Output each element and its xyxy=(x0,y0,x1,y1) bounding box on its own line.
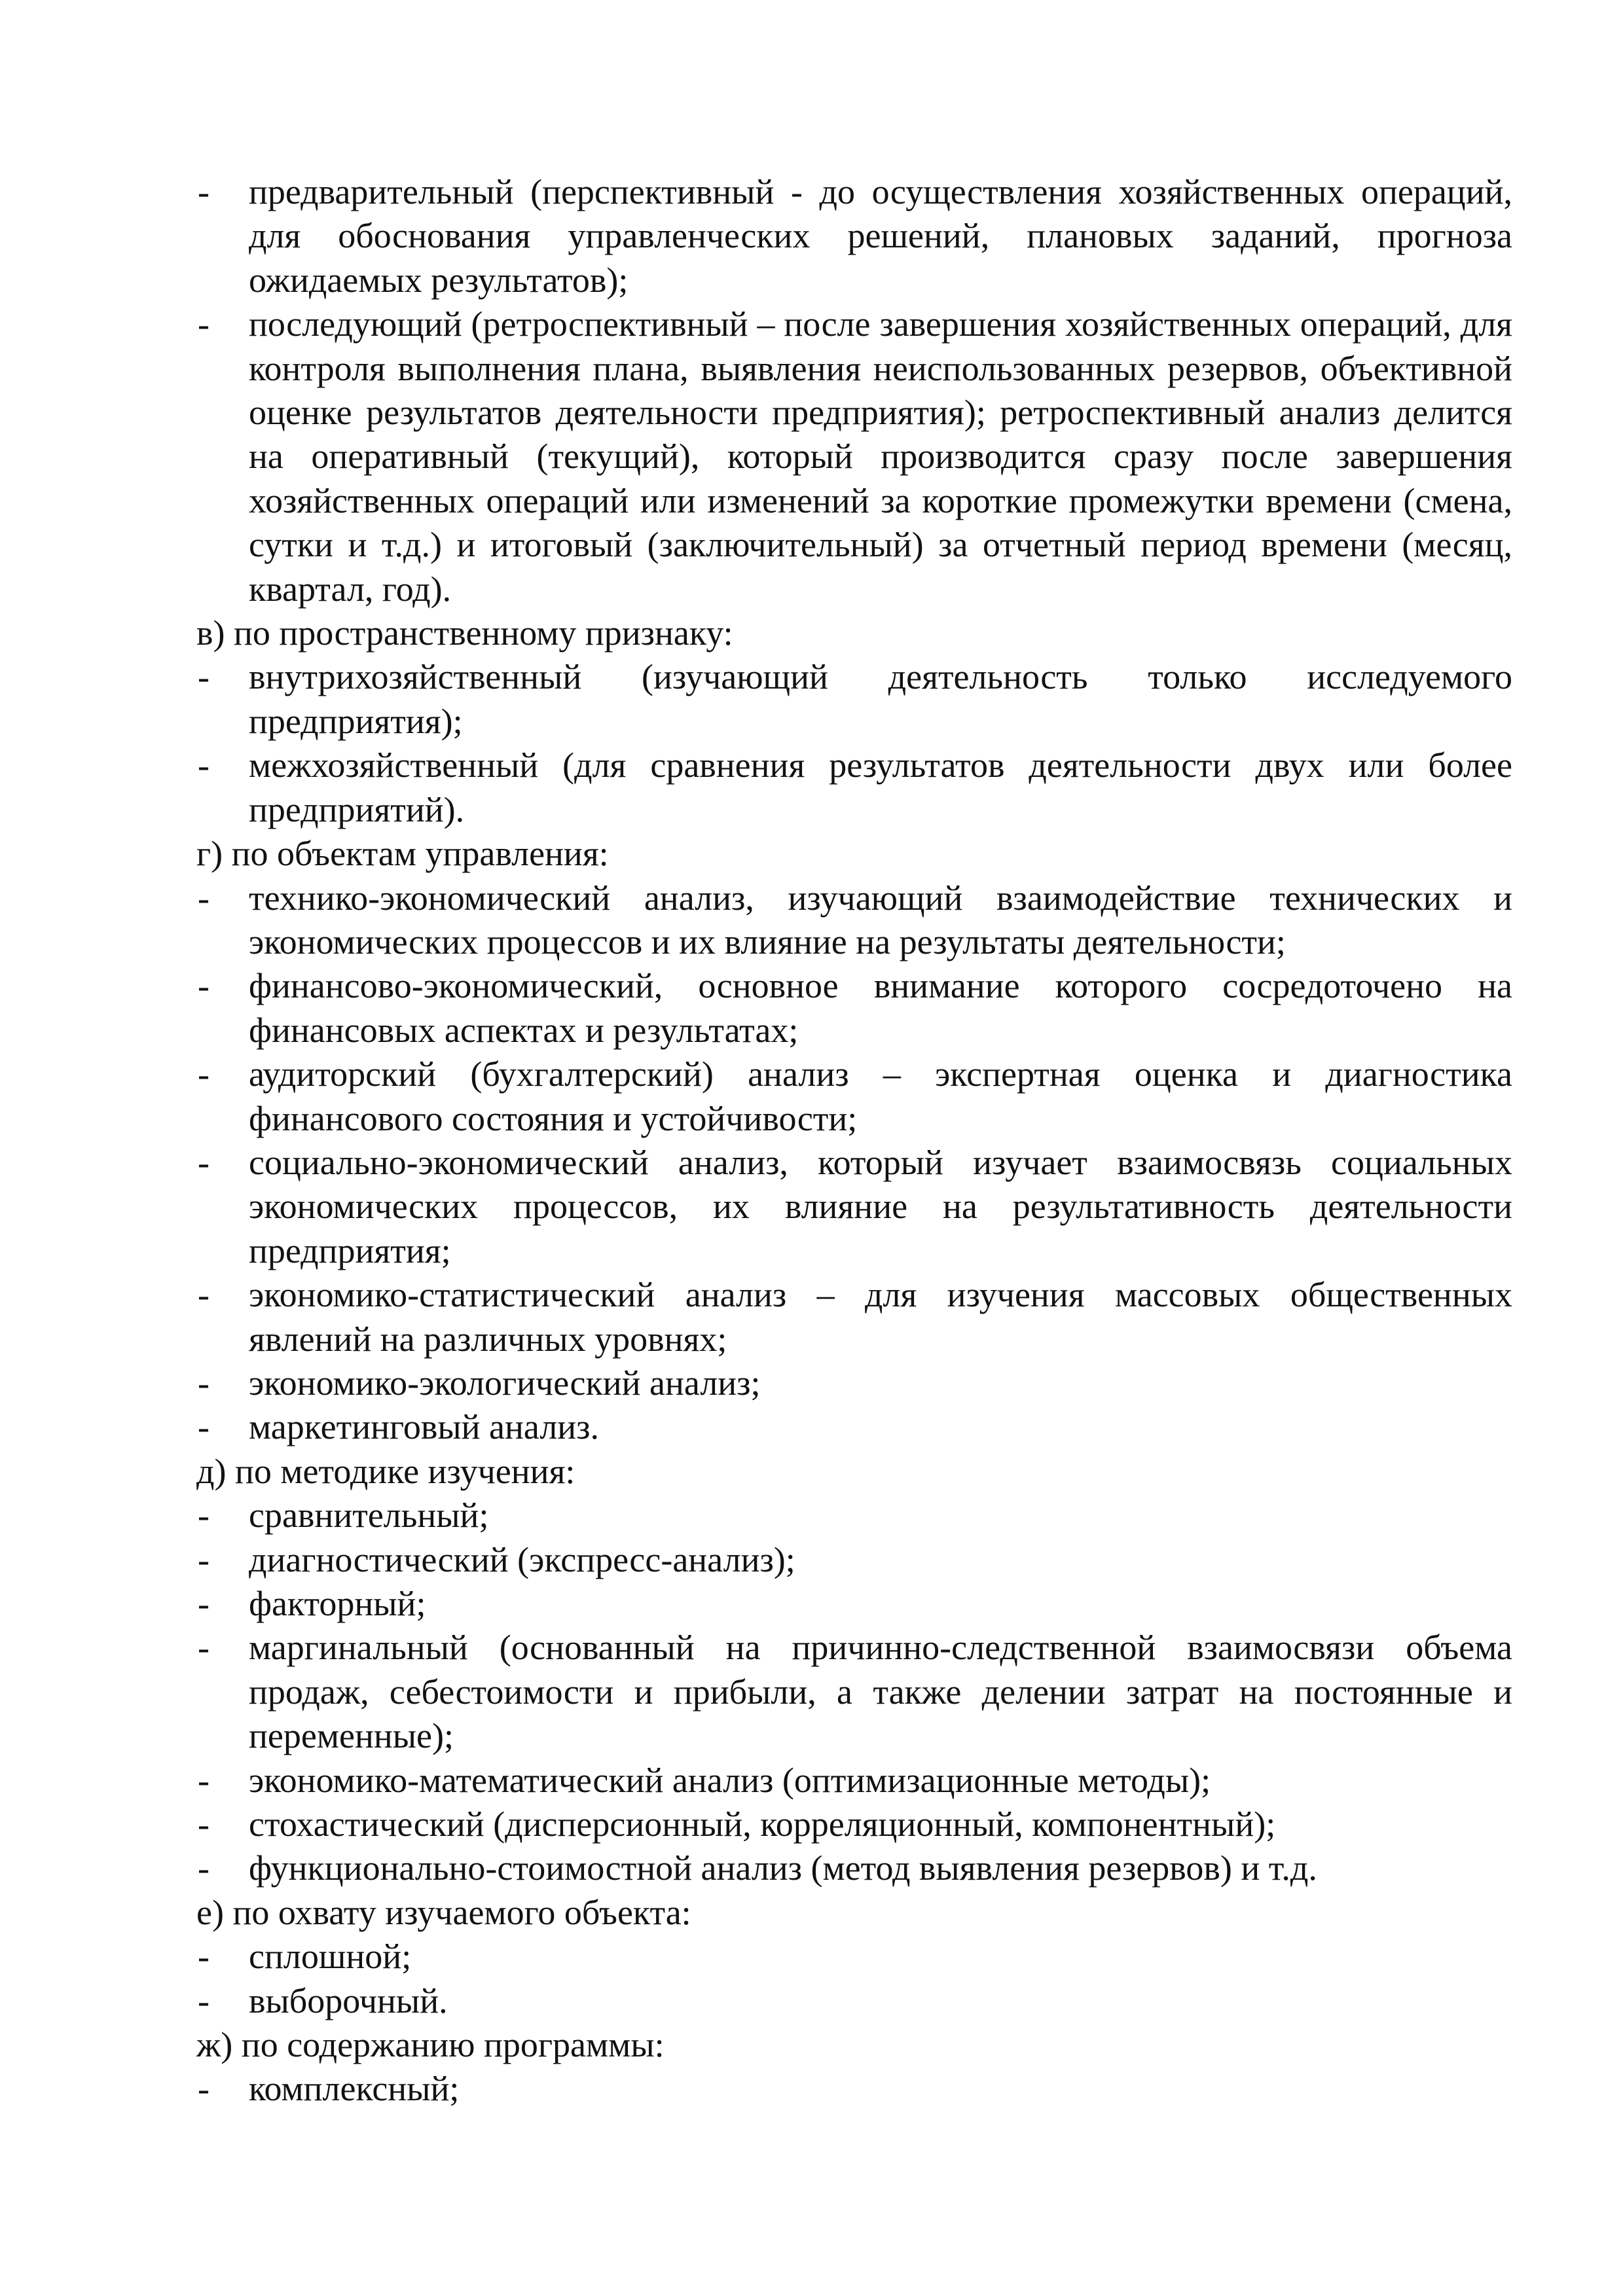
list-item xyxy=(196,1273,1512,1361)
list-item xyxy=(196,1803,1512,1846)
list-marker: - xyxy=(198,172,210,211)
list-item-text: социально-экономический анализ, который изучает взаимосвязь социальных экономических процессов, их влияние на результативность деятельности предприятия; xyxy=(249,1142,1512,1270)
list-item-text: аудиторский (бухгалтерский) анализ – экспертная оценка и диагностика финансового состояния и устойчивости; xyxy=(249,1054,1512,1138)
list-item-text: технико-экономический анализ, изучающий взаимодействие технических и экономических процессов и их влияние на результаты деятельности; xyxy=(249,878,1512,961)
list-item-text: последующий (ретроспективный – после завершения хозяйственных операций, для контроля выполнения плана, выявления неиспользованных резервов, объективной оценке результатов деятельности предприятия); ретроспективный анализ делится на оперативный (текущий), который производится сразу после завершения хозяйственных операций или изменений за короткие промежутки времени (смена, сутки и т.д.) и итоговый (заключительный) за отчетный период времени (месяц, квартал, год). xyxy=(249,304,1512,609)
list-marker: - xyxy=(198,1054,210,1094)
list-item-text: маркетинговый анализ. xyxy=(249,1407,599,1447)
list-item-text: диагностический (экспресс-анализ); xyxy=(249,1539,795,1579)
list-marker: - xyxy=(198,2069,210,2109)
list-item-text: стохастический (дисперсионный, корреляционный, компонентный); xyxy=(249,1804,1276,1844)
list-marker: - xyxy=(198,1760,210,1800)
list-marker: - xyxy=(198,1275,210,1315)
list-item xyxy=(196,1759,1512,1803)
list-item-text: межхозяйственный (для сравнения результатов деятельности двух или более предприятий). xyxy=(249,745,1512,829)
section-heading: в) по пространственному признаку: xyxy=(196,613,733,653)
list-item xyxy=(196,1052,1512,1141)
list-marker: - xyxy=(198,966,210,1006)
list-item xyxy=(196,1405,1512,1449)
list-item xyxy=(196,2067,1512,2111)
list-item xyxy=(196,1361,1512,1405)
list-item xyxy=(196,1979,1512,2023)
list-item-text: функционально-стоимостной анализ (метод выявления резервов) и т.д. xyxy=(249,1848,1317,1888)
list-marker: - xyxy=(198,1539,210,1579)
list-item xyxy=(196,964,1512,1052)
list-item-text: экономико-математический анализ (оптимизационные методы); xyxy=(249,1760,1211,1800)
list-item-text: финансово-экономический, основное внимание которого сосредоточено на финансовых аспектах и результатах; xyxy=(249,966,1512,1050)
list-item-text: факторный; xyxy=(249,1584,426,1623)
list-item xyxy=(196,1494,1512,1537)
list-marker: - xyxy=(198,1496,210,1535)
list-marker: - xyxy=(198,1804,210,1844)
list-marker: - xyxy=(198,657,210,697)
list-item-text: комплексный; xyxy=(249,2069,460,2109)
list-item xyxy=(196,1582,1512,1626)
list-marker: - xyxy=(198,1142,210,1182)
list-marker: - xyxy=(198,1628,210,1668)
document-page xyxy=(196,170,1512,2111)
list-marker: - xyxy=(198,1981,210,2020)
list-item xyxy=(196,1141,1512,1273)
list-item-text: маргинальный (основанный на причинно-следственной взаимосвязи объема продаж, себестоимости и прибыли, а также делении затрат на постоянные и переменные); xyxy=(249,1628,1512,1756)
list-item-text: сравнительный; xyxy=(249,1496,489,1535)
list-item xyxy=(196,1538,1512,1582)
list-marker: - xyxy=(198,1937,210,1977)
list-marker: - xyxy=(198,304,210,344)
list-item xyxy=(196,1846,1512,1890)
list-marker: - xyxy=(198,745,210,785)
list-item xyxy=(196,302,1512,611)
list-item-text: экономико-экологический анализ; xyxy=(249,1363,761,1403)
section-heading: ж) по содержанию программы: xyxy=(196,2025,665,2065)
list-item-text: предварительный (перспективный - до осуществления хозяйственных операций, для обоснования управленческих решений, плановых заданий, прогноза ожидаемых результатов); xyxy=(249,172,1512,300)
section-heading: д) по методике изучения: xyxy=(196,1451,575,1491)
section-heading: е) по охвату изучаемого объекта: xyxy=(196,1892,691,1932)
list-marker: - xyxy=(198,878,210,918)
list-marker: - xyxy=(198,1848,210,1888)
list-item xyxy=(196,655,1512,744)
list-marker: - xyxy=(198,1363,210,1403)
list-item-text: экономико-статистический анализ – для изучения массовых общественных явлений на различных уровнях; xyxy=(249,1275,1512,1359)
list-item-text: сплошной; xyxy=(249,1937,412,1977)
list-item xyxy=(196,1935,1512,1979)
list-marker: - xyxy=(198,1407,210,1447)
section-heading: г) по объектам управления: xyxy=(196,834,609,874)
list-item-text: выборочный. xyxy=(249,1981,448,2020)
list-item-text: внутрихозяйственный (изучающий деятельность только исследуемого предприятия); xyxy=(249,657,1512,741)
list-marker: - xyxy=(198,1584,210,1623)
list-item xyxy=(196,744,1512,832)
list-item xyxy=(196,170,1512,302)
list-item xyxy=(196,876,1512,965)
list-item xyxy=(196,1626,1512,1758)
